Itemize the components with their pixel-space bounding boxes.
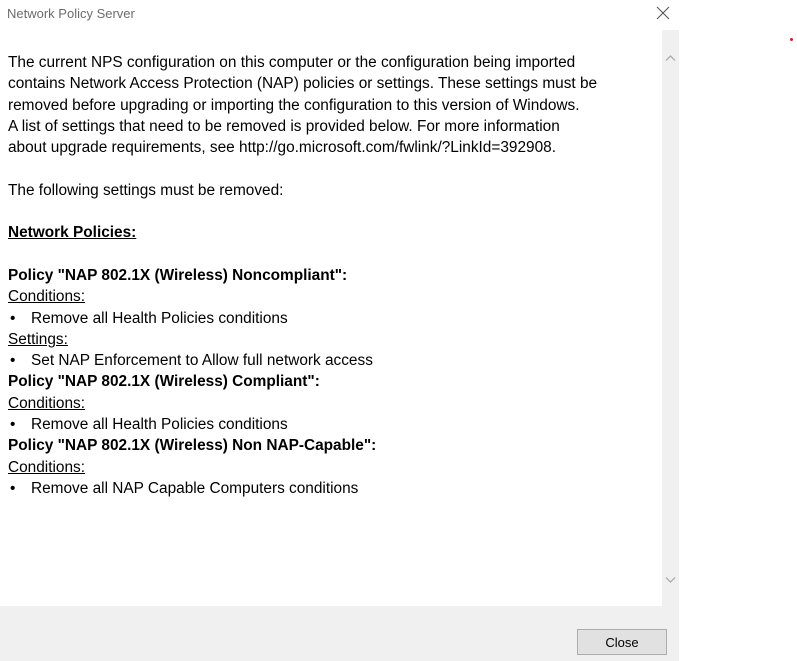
scroll-down-icon[interactable] (665, 576, 676, 584)
intro-line: removed before upgrading or importing the configuration to this version of Windows. (8, 96, 580, 114)
condition-item: Remove all NAP Capable Computers conditions (31, 479, 359, 497)
conditions-label: Conditions: (8, 288, 85, 306)
list-item (8, 350, 654, 371)
policy-title: Policy "NAP 802.1X (Wireless) Noncompliant": (8, 266, 348, 284)
bullet-glyph: • (10, 416, 16, 434)
message-text-area[interactable] (0, 30, 662, 606)
intro-line: contains Network Access Protection (NAP) policies or settings. These settings must be (8, 75, 598, 93)
list-item (8, 478, 654, 499)
following-text: The following settings must be removed: (8, 181, 284, 199)
list-item (8, 308, 654, 329)
window-title: Network Policy Server (7, 6, 135, 21)
settings-label: Settings: (8, 330, 68, 348)
section-heading: Network Policies: (8, 224, 137, 242)
setting-item: Set NAP Enforcement to Allow full network access (31, 352, 373, 370)
red-dot-marker (790, 38, 793, 41)
policy-title: Policy "NAP 802.1X (Wireless) Compliant": (8, 373, 320, 391)
title-bar (0, 0, 677, 30)
conditions-label: Conditions: (8, 394, 85, 412)
button-bar (0, 606, 679, 661)
condition-item: Remove all Health Policies conditions (31, 416, 288, 434)
intro-line: The current NPS configuration on this computer or the configuration being imported (8, 54, 576, 71)
vertical-scrollbar[interactable] (662, 30, 679, 606)
policy-title: Policy "NAP 802.1X (Wireless) Non NAP-Capable": (8, 437, 377, 455)
bullet-glyph: • (10, 479, 16, 497)
bullet-glyph: • (10, 352, 16, 370)
condition-item: Remove all Health Policies conditions (31, 309, 288, 327)
list-item (8, 414, 654, 435)
close-x-icon[interactable] (655, 5, 671, 21)
intro-line: about upgrade requirements, see http://go.microsoft.com/fwlink/?LinkId=392908. (8, 139, 556, 157)
intro-line: A list of settings that need to be removed is provided below. For more information (8, 117, 560, 135)
scroll-up-icon[interactable] (665, 54, 676, 62)
bullet-glyph: • (10, 309, 16, 327)
close-button[interactable]: Close (577, 629, 667, 655)
conditions-label: Conditions: (8, 458, 85, 476)
